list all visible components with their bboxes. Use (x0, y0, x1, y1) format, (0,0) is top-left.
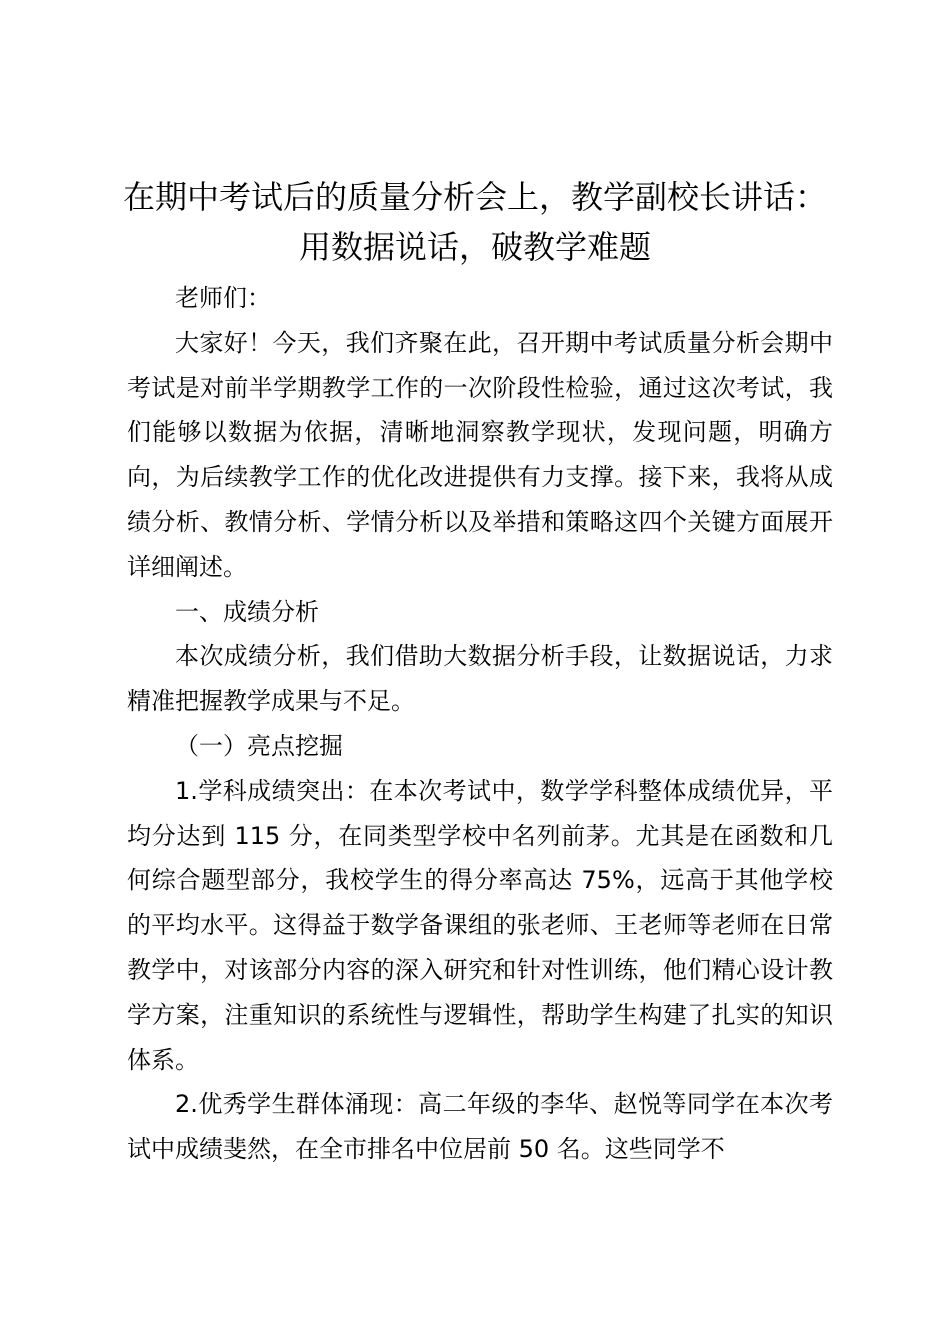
section-intro-paragraph: 本次成绩分析，我们借助大数据分析手段，让数据说话，力求精准把握教学成果与不足。 (127, 642, 833, 716)
section-heading: 一、成绩分析 (175, 597, 319, 626)
point-1-paragraph: 1.学科成绩突出：在本次考试中，数学学科整体成绩优异，平均分达到 115 分，在同类型学校中名列前茅。尤其是在函数和几何综合题型部分，我校学生的得分率高达 75%，远高于其他学校的平均水平。这得益于数学备课组的张老师、王老师等老师在日常教学中，对该部分内容的深入研究和针对性训练，他们精心设计教学方案，注重知识的系统性与逻辑性，帮助学生构建了扎实的知识体系。 (127, 776, 833, 1074)
document-body (127, 276, 833, 1172)
salutation: 老师们： (175, 284, 271, 312)
document-title: 在期中考试后的质量分析会上，教学副校长讲话：用数据说话，破教学难题 (122, 178, 827, 266)
subsection-heading: （一）亮点挖掘 (175, 731, 343, 760)
point-2-paragraph: 2.优秀学生群体涌现：高二年级的李华、赵悦等同学在本次考试中成绩斐然，在全市排名中位居前 50 名。这些同学不 (127, 1090, 833, 1164)
intro-paragraph: 大家好！今天，我们齐聚在此，召开期中考试质量分析会期中考试是对前半学期教学工作的一次阶段性检验，通过这次考试，我们能够以数据为依据，清晰地洞察教学现状，发现问题，明确方向，为后续教学工作的优化改进提供有力支撑。接下来，我将从成绩分析、教情分析、学情分析以及举措和策略这四个关键方面展开详细阐述。 (127, 328, 833, 581)
